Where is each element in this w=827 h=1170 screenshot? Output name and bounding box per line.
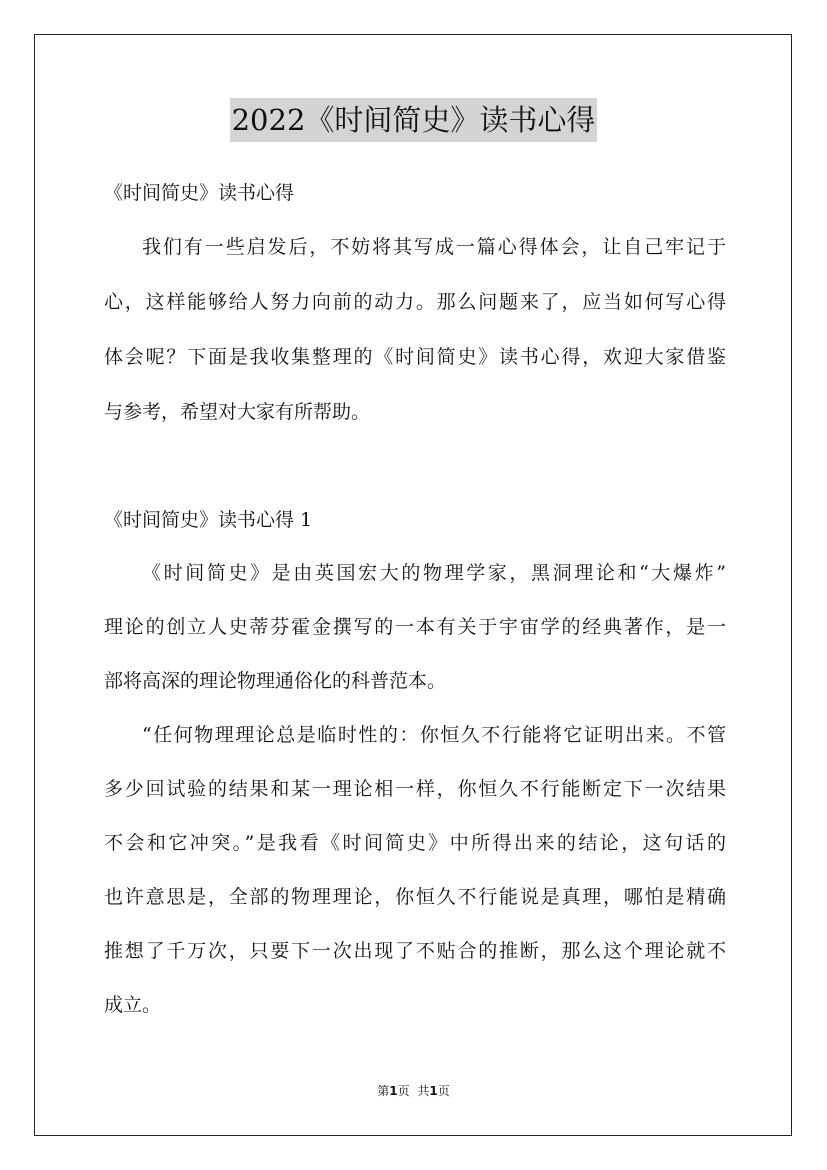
footer-page-label: 第 (377, 1084, 390, 1098)
intro-line-1: 我们有一些启发后，不妨将其写成一篇心得体会，让自己牢记于 (142, 236, 726, 258)
title-container (0, 98, 827, 142)
para1-line-3: 部将高深的理论物理通俗化的科普范本。 (104, 670, 447, 692)
para2-line-6: 成立。 (104, 994, 162, 1016)
para2-line-2: 多少回试验的结果和某一理论相一样，你恒久不行能断定下一次结果 (104, 778, 726, 800)
subtitle: 《时间简史》读书心得 (104, 182, 295, 204)
para2-line-5: 推想了千万次，只要下一次出现了不贴合的推断，那么这个理论就不 (104, 940, 726, 962)
para2-line-4: 也许意思是，全部的物理理论，你恒久不行能说是真理，哪怕是精确 (104, 886, 726, 908)
footer-page-unit: 页 (397, 1084, 410, 1098)
footer-total-label: 共 (417, 1084, 430, 1098)
intro-line-2: 心，这样能够给人努力向前的动力。那么问题来了，应当如何写心得 (104, 291, 726, 313)
footer-total-unit: 页 (437, 1084, 450, 1098)
document-title: 2022《时间简史》读书心得 (230, 98, 598, 142)
footer-total-number: 1 (429, 1084, 438, 1098)
para1-line-2: 理论的创立人史蒂芬霍金撰写的一本有关于宇宙学的经典著作，是一 (104, 616, 726, 638)
para2-line-3: 不会和它冲突。”是我看《时间简史》中所得出来的结论，这句话的 (104, 832, 726, 854)
para1-line-1: 《时间简史》是由英国宏大的物理学家，黑洞理论和“大爆炸” (142, 562, 726, 584)
intro-line-3: 体会呢？下面是我收集整理的《时间简史》读书心得，欢迎大家借鉴 (104, 346, 726, 368)
para2-line-1: “任何物理理论总是临时性的：你恒久不行能将它证明出来。不管 (142, 724, 726, 746)
intro-line-4: 与参考，希望对大家有所帮助。 (104, 401, 371, 423)
section-heading: 《时间简史》读书心得 1 (104, 509, 313, 531)
footer-page-number: 1 (389, 1084, 398, 1098)
page-footer (0, 1083, 827, 1099)
